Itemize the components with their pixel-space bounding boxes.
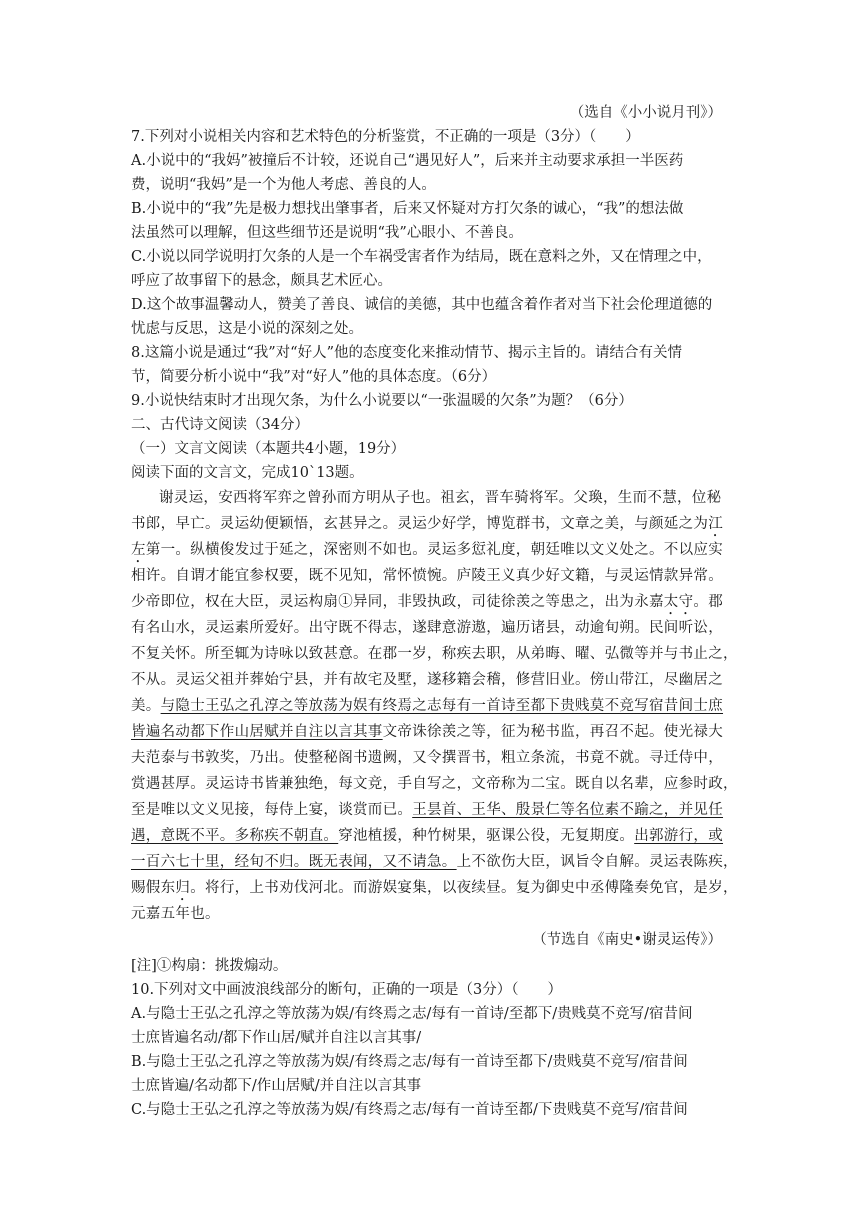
passage-dotted-word: 归	[175, 880, 191, 896]
question-7-stem: 7.下列对小说相关内容和艺术特色的分析鉴赏，不正确的一项是（3分）（ ）	[131, 129, 640, 145]
underlined-text: 一百六七十里，经旬不归。既无表闻，又不请急。	[131, 854, 457, 870]
passage-line: 有名山水，灵运素所爱好。出守既不得志，遂肆意游遨，遍历诸县，动逾旬朔。民间听讼，	[131, 620, 723, 636]
passage-line: 一百六七十里，经旬不归。既无表闻，又不请急。上不欲伤大臣，讽旨令自解。灵运表陈疾，	[131, 854, 738, 870]
passage-line: 赏遇甚厚。灵运诗书皆兼独绝，每文竞，手自写之，文帝称为二宝。既自以名辈，应参时政，	[131, 776, 738, 792]
passage-line: 夫范泰与书敦奖，乃出。使整秘阁书遗阙，又令撰晋书，粗立条流，书竟不就。寻迁侍中，	[131, 750, 723, 766]
passage-line: 谢灵运，安西将军弈之曾孙而方明从子也。祖玄，晋车骑将军。父瑍，生而不慧，位秘	[159, 490, 722, 506]
passage-line: 至是唯以文义见接，每侍上宴，谈赏而已。王昙首、王华、殷景仁等名位素不踰之，并见任	[131, 802, 724, 818]
question-7-option-a-line1: A.小说中的“我妈”被撞后不计较，还说自己“遇见好人”，后来并主动要求承担一半医药	[131, 153, 684, 169]
passage-line: 美。与隐士王弘之孔淳之等放荡为娱有终焉之志每有一首诗至都下贵贱莫不竞写宿昔间士庶	[131, 698, 724, 714]
passage-line: 遇，意既不平。多称疾不朝直。穿池植援，种竹树果，驱课公役，无复期度。出郭游行，或	[131, 828, 724, 844]
question-10-option-b-line2: 士庶皆遍/名动都下/作山居赋/并自注以言其事	[131, 1078, 422, 1094]
passage-line: 书郎，早亡。灵运幼便颖悟，玄甚异之。灵运少好学，博览群书，文章之美，与颜延之为江	[131, 516, 724, 532]
question-8-line2: 节，简要分析小说中“我”对“好人”他的具体态度。（6分）	[131, 369, 497, 385]
passage-line: 左第一。纵横俊发过于延之，深密则不如也。灵运多愆礼度，朝廷唯以文义处之。不以应实	[131, 542, 724, 558]
question-10-stem: 10.下列对文中画波浪线部分的断句，正确的一项是（3分）（ ）	[131, 982, 563, 998]
passage-dotted-word: 左	[131, 542, 146, 558]
passage-dotted-word: 江	[708, 516, 724, 532]
passage-line: 不从。灵运父祖并葬始宁县，并有故宅及墅，遂移籍会稽，修营旧业。傍山带江，尽幽居之	[131, 672, 723, 688]
passage-line: 少帝即位，权在大臣，灵运构扇①异同，非毁执政，司徒徐羡之等患之，出为永嘉太守。郡	[131, 594, 724, 610]
underlined-text: 遇，意既不平。多称疾不朝直。	[131, 828, 339, 844]
passage-dotted-word: 太守	[663, 594, 694, 610]
source-citation-passage: （节选自《南史•谢灵运传》）	[532, 932, 722, 948]
passage-line: 皆遍名动都下作山居赋并自注以言其事文帝诛徐羡之等，征为秘书监，再召不起。使光禄大	[131, 724, 724, 740]
question-7-option-c-line2: 呼应了故事留下的悬念，颇具艺术匠心。	[131, 273, 392, 289]
question-10-option-c-line1: C.与隐士王弘之孔淳之等放荡为娱/有终焉之志/每有一首诗至都/下贵贱莫不竞写/宿昔间	[131, 1102, 688, 1118]
source-citation-story: （选自《小小说月刊》）	[569, 105, 722, 121]
footnote: [注]①构扇：挑拨煽动。	[131, 958, 288, 974]
underlined-text: 王昙首、王华、殷景仁等名位素不踰之，并见任	[412, 802, 724, 818]
question-7-option-b-line1: B.小说中的“我”先是极力想找出肇事者，后来又怀疑对方打欠条的诚心，“我”的想法做	[131, 201, 684, 217]
question-7-option-d-line1: D.这个故事温馨动人，赞美了善良、诚信的美德，其中也蕴含着作者对当下社会伦理道德的	[131, 297, 713, 313]
passage-line: 不复关怀。所至辄为诗咏以致甚意。在郡一岁，称疾去职，从弟晦、曜、弘微等并与书止之，	[131, 646, 738, 662]
passage-line: 元嘉五年也。	[131, 906, 220, 922]
question-7-option-a-line2: 费，说明“我妈”是一个为他人考虑、善良的人。	[131, 177, 436, 193]
subsection-heading-classical-prose: （一）文言文阅读（本题共4小题，19分）	[131, 441, 406, 457]
question-8-line1: 8.这篇小说是通过“我”对“好人”他的态度变化来推动情节、揭示主旨的。请结合有关情	[131, 345, 682, 361]
reading-instruction: 阅读下面的文言文，完成10`13题。	[131, 465, 364, 481]
question-7-option-b-line2: 法虽然可以理解，但这些细节还是说明“我”心眼小、不善良。	[131, 225, 523, 241]
question-9: 9.小说快结束时才出现欠条，为什么小说要以“一张温暖的欠条”为题？（6分）	[131, 393, 633, 409]
underlined-text: 出郭游行，或	[634, 828, 724, 844]
question-10-option-b-line1: B.与隐士王弘之孔淳之等放荡为娱/有终焉之志/每有一首诗至都下/贵贱莫不竞写/宿昔间	[131, 1054, 688, 1070]
wavy-underlined-text: 皆遍名动都下作山居赋并自注以言其事	[131, 724, 383, 740]
passage-line: 赐假东归。将行，上书劝伐河北。而游娱宴集，以夜续昼。复为御史中丞傅隆奏免官，是岁，	[131, 880, 738, 896]
question-10-option-a-line2: 士庶皆遍名动/都下作山居/赋并自注以言其事/	[131, 1030, 422, 1046]
question-7-option-c-line1: C.小说以同学说明打欠条的人是一个车祸受害者作为结局，既在意料之外，又在情理之中，	[131, 249, 712, 265]
question-7-option-d-line2: 忧虑与反思，这是小说的深刻之处。	[131, 321, 363, 337]
question-10-option-a-line1: A.与隐士王弘之孔淳之等放荡为娱/有终焉之志/每有一首诗/至都下/贵贱莫不竞写/宿昔间	[131, 1006, 693, 1022]
passage-line: 相许。自谓才能宜参权要，既不见知，常怀愤惋。庐陵王义真少好文籍，与灵运情款异常。	[131, 568, 723, 584]
wavy-underlined-text: 与隐士王弘之孔淳之等放荡为娱有终焉之志每有一首诗至都下贵贱莫不竞写宿昔间士庶	[160, 698, 724, 714]
section-heading-ancient-poetry: 二、古代诗文阅读（34分）	[131, 417, 309, 433]
